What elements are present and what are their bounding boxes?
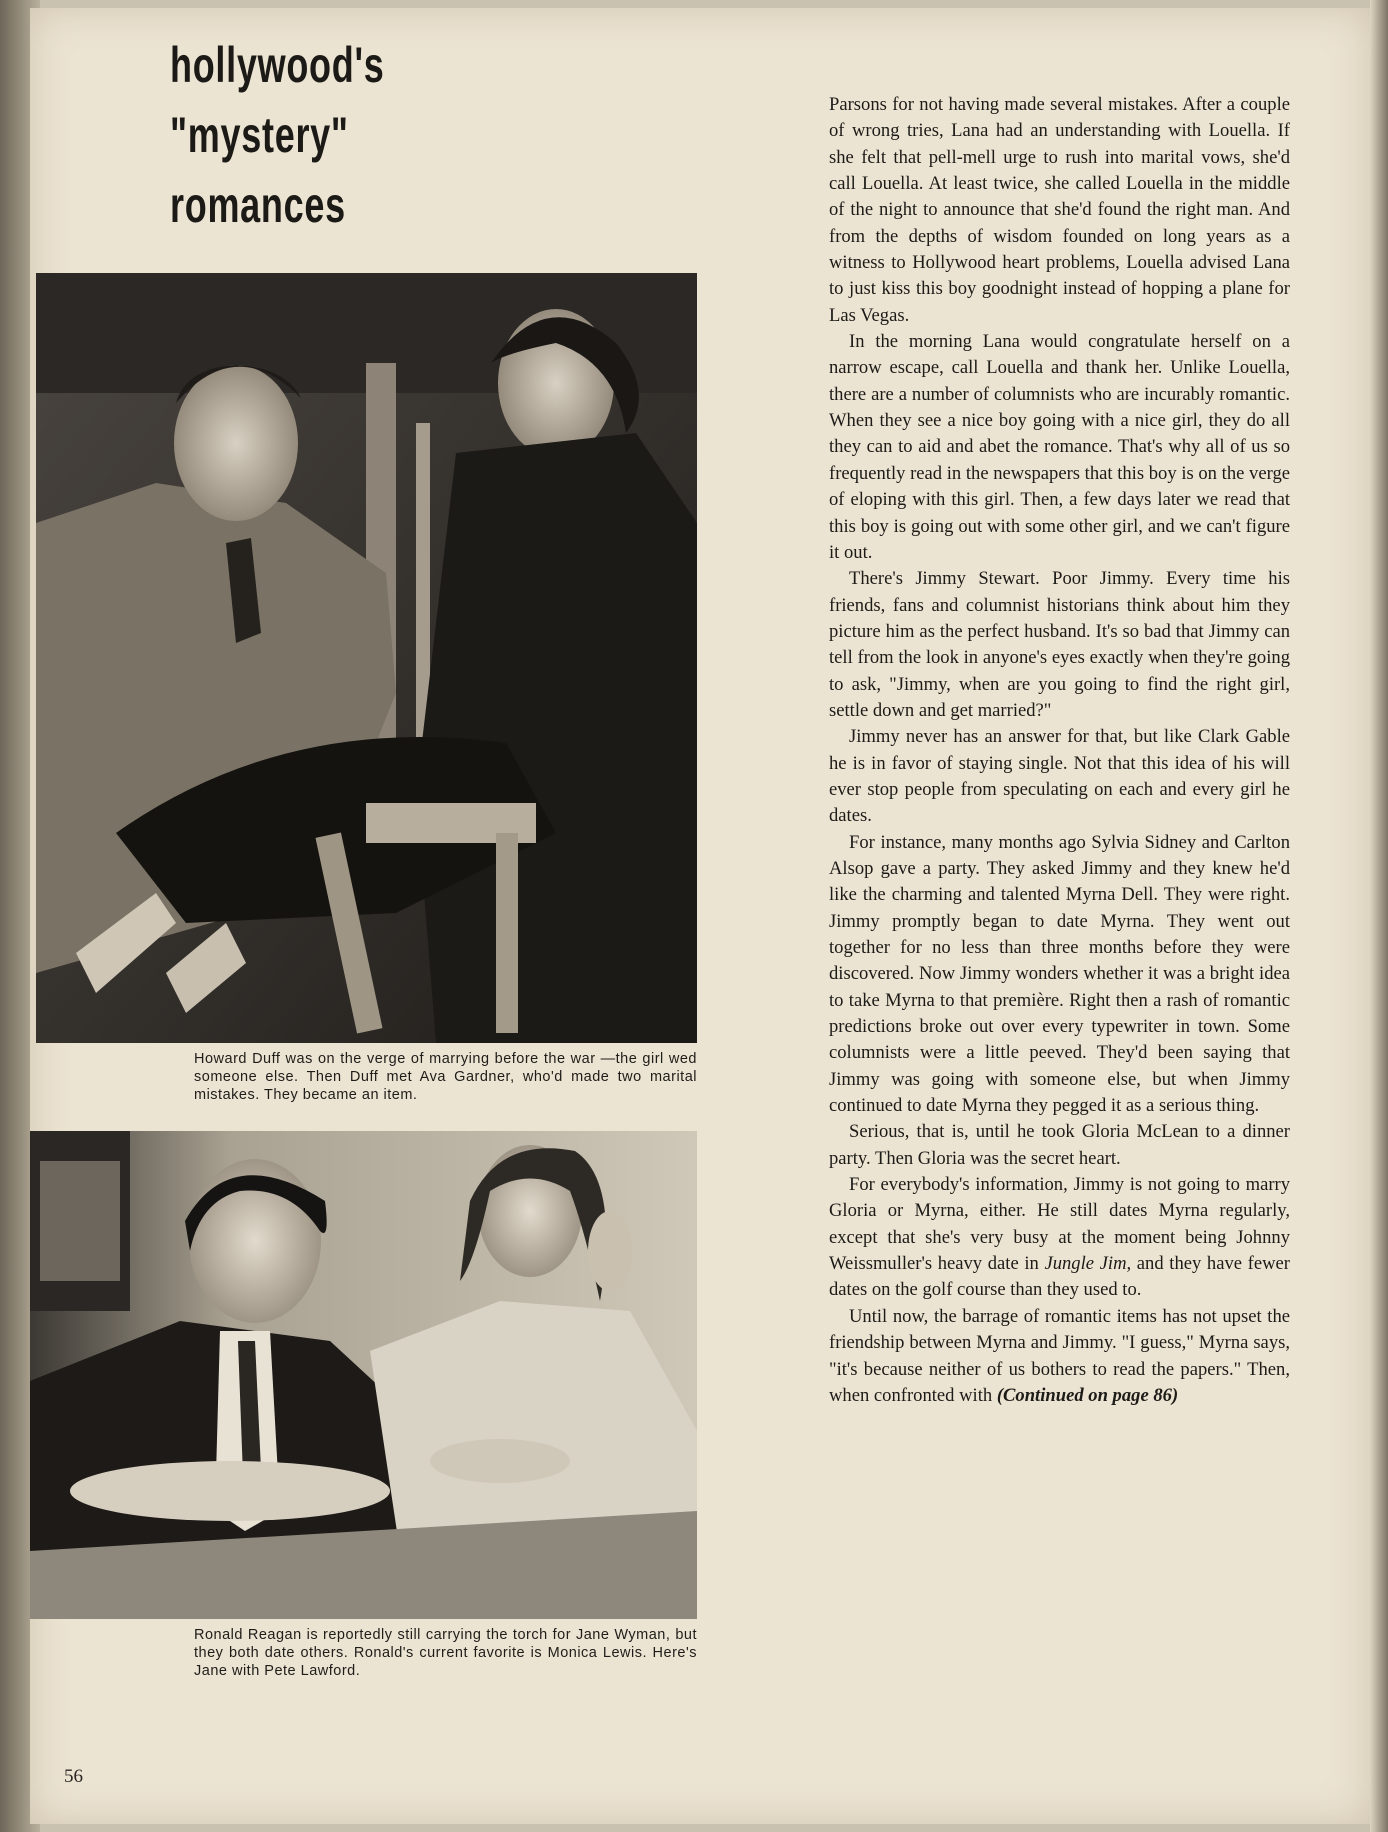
title-line: hollywood's <box>170 37 385 93</box>
paragraph: Serious, that is, until he took Gloria McLean to a dinner party. Then Gloria was the secret heart. <box>829 1121 1290 1169</box>
photo-duff-gardner <box>36 273 697 1043</box>
photo1-caption: Howard Duff was on the verge of marrying before the war —the girl wed someone else. Then Duff met Ava Gardner, who'd made two marital mistakes. They became an item. <box>194 1051 697 1103</box>
paragraph: Jimmy never has an answer for that, but like Clark Gable he is in favor of staying single. Not that this idea of his will ever stop people from speculating on each and every girl he dates. <box>829 726 1290 827</box>
article-title <box>170 30 385 240</box>
text-run: Until now, the barrage of romantic items has not upset the friendship between Myrna and Jimmy. "I guess," Myrna says, "it's because neither of us bothers to read the papers." Then, when confronted with <box>829 1305 1290 1406</box>
photo-wyman-lawford <box>30 1131 697 1619</box>
paragraph: Parsons for not having made several mistakes. After a couple of wrong tries, Lana had an understanding with Louella. If she felt that pell-mell urge to rush into marital vows, she'd call Louella. At least twice, she called Louella in the middle of the night to announce that she'd found the right man. And from the depths of wisdom founded on long years as a witness to Hollywood heart problems, Louella advised Lana to just kiss this boy goodnight instead of hopping a plane for Las Vegas. <box>829 94 1290 326</box>
paragraph: In the morning Lana would congratulate herself on a narrow escape, call Louella and thank her. Unlike Louella, there are a number of columnists who are incurably romantic. When they see a nice boy going with a nice girl, they do all they can to aid and abet the romance. That's why all of us so frequently read in the newspapers that this boy is on the verge of eloping with this girl. Then, a few days later we read that this boy is going out with some other girl, and we can't figure it out. <box>829 331 1290 563</box>
paragraph: For instance, many months ago Sylvia Sidney and Carlton Alsop gave a party. They asked Jimmy and they knew he'd like the charming and talented Myrna Dell. They were right. Jimmy promptly began to date Myrna. They went out together for no less than three months before they were discovered. Now Jimmy wonders whether it was a bright idea to take Myrna to that première. Right then a rash of romantic predictions broke out over every typewriter in town. Some columnists were a little peeved. They'd been saying that Jimmy was going with someone else, but when Jimmy continued to date Myrna they pegged it as a serious thing. <box>829 831 1290 1117</box>
title-line: romances <box>170 177 346 233</box>
film-title: Jungle Jim, <box>1044 1253 1132 1275</box>
page-number: 56 <box>64 1766 83 1787</box>
photo2-caption: Ronald Reagan is reportedly still carrying the torch for Jane Wyman, but they both date others. Ronald's current favorite is Monica Lewis. Here's Jane with Pete Lawford. <box>194 1627 697 1679</box>
article-body <box>829 92 1290 1409</box>
page-edge <box>1370 0 1388 1832</box>
paragraph <box>829 1304 1290 1409</box>
text-run: and they have fewer dates on the golf course than they used to. <box>829 1253 1290 1301</box>
title-line: "mystery" <box>170 107 349 163</box>
text-run: For everybody's information, Jimmy is not going to marry Gloria or Myrna, either. He still dates Myrna regularly, except that she's very busy at the moment being Johnny Weissmuller's heavy date in <box>829 1174 1290 1275</box>
paragraph <box>829 1172 1290 1304</box>
paragraph: There's Jimmy Stewart. Poor Jimmy. Every time his friends, fans and columnist historians think about him they picture him as the perfect husband. It's so bad that Jimmy can tell from the look in anyone's eyes exactly when they're going to ask, "Jimmy, when are you going to find the right girl, settle down and get married?" <box>829 568 1290 721</box>
continued-link[interactable]: (Continued on page 86) <box>996 1384 1179 1406</box>
